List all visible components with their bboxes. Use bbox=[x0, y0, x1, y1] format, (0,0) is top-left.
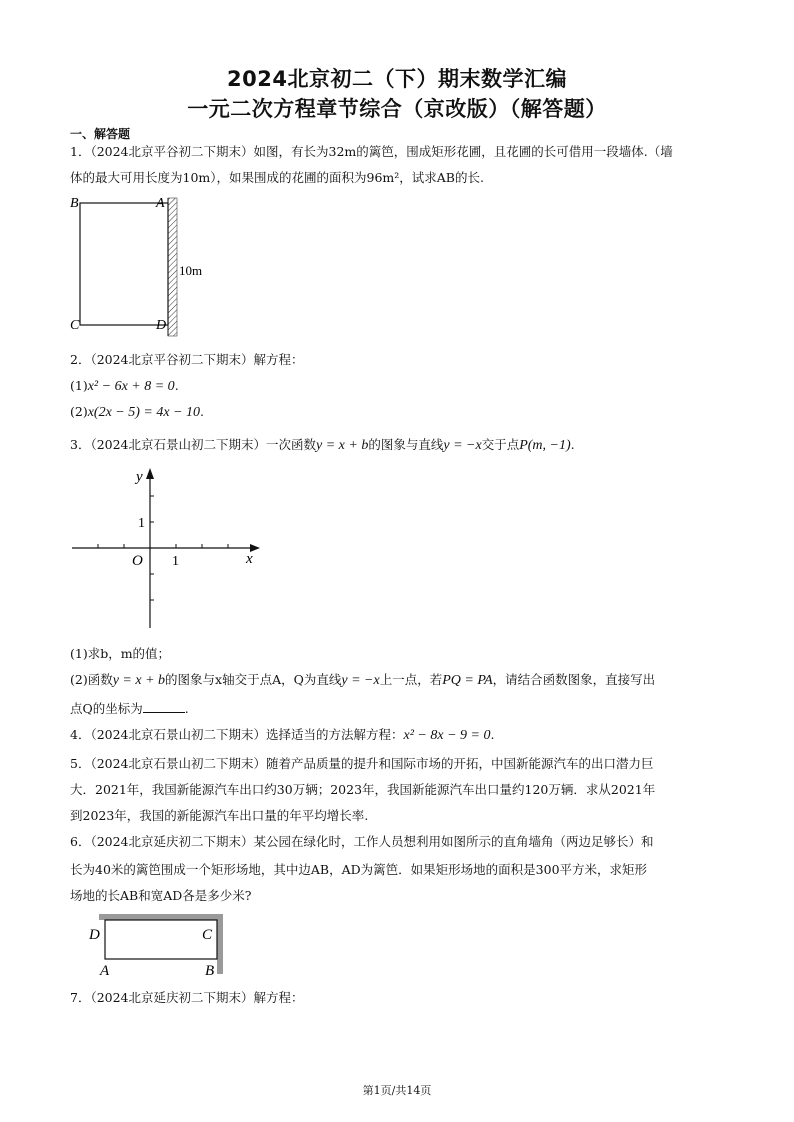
q1-line1: 1．（2024北京平谷初二下期末）如图，有长为32m的篱笆，围成矩形花圃，且花圃的长可借用一段墙体.（墙 bbox=[70, 144, 673, 159]
q7-stem: 7．（2024北京延庆初二下期末）解方程： bbox=[70, 990, 304, 1005]
q1-wall-label: 10m bbox=[179, 263, 203, 278]
q3-part1: (1)求b，m的值； bbox=[70, 646, 171, 661]
q3-stem: 3．（2024北京石景山初二下期末）一次函数y = x + b的图象与直线y = −x交于点P(m, −1). bbox=[70, 437, 575, 453]
q5-line3: 到2023年，我国的新能源汽车出口量的年平均增长率. bbox=[70, 808, 369, 823]
q2-stem: 2．（2024北京平谷初二下期末）解方程： bbox=[70, 352, 304, 367]
q1-label-A: A bbox=[156, 196, 165, 211]
q6-line3: 场地的长AB和宽AD各是多少米? bbox=[70, 888, 252, 903]
q3-func1: y = x + b bbox=[316, 438, 369, 453]
section-heading: 一、解答题 bbox=[70, 127, 131, 141]
q6-figure bbox=[86, 914, 236, 980]
q3-y-arrow bbox=[146, 468, 154, 479]
page-number: 第1页/共14页 bbox=[362, 1084, 432, 1097]
q3-label-x: x bbox=[246, 551, 253, 567]
q2-part2-num: (2) bbox=[70, 404, 88, 419]
q6-rect bbox=[105, 920, 217, 959]
q5-line2: 大．2021年，我国新能源汽车出口约30万辆；2023年，我国新能源汽车出口量约120万辆．求从2021年 bbox=[70, 782, 656, 797]
q6-line1: 6．（2024北京延庆初二下期末）某公园在绿化时，工作人员想利用如图所示的直角墙角（两边足够长）和 bbox=[70, 834, 654, 849]
q2-part1-eq: x² − 6x + 8 = 0 bbox=[87, 379, 175, 394]
q3-axes-figure bbox=[70, 463, 270, 638]
q3-label-one-y: 1 bbox=[138, 516, 145, 531]
q1-wall bbox=[168, 198, 177, 336]
q1-figure bbox=[70, 190, 220, 345]
page-title: 2024北京初二（下）期末数学汇编 bbox=[227, 67, 567, 91]
q1-rect bbox=[80, 203, 168, 325]
q6-label-A: A bbox=[100, 963, 110, 979]
q1-line2: 体的最大可用长度为10m），如果围成的花圃的面积为96m²，试求AB的长. bbox=[70, 170, 484, 185]
q3-label-one-x: 1 bbox=[172, 554, 179, 569]
q4-stem: 4．（2024北京石景山初二下期末）选择适当的方法解方程：x² − 8x − 9 = 0. bbox=[70, 727, 495, 743]
answer-blank[interactable] bbox=[143, 700, 185, 713]
q2-part1: (1)x² − 6x + 8 = 0. bbox=[70, 378, 179, 394]
q3-func2: y = −x bbox=[443, 438, 482, 453]
q2-part2-eq: x(2x − 5) = 4x − 10 bbox=[87, 405, 201, 420]
q6-label-D: D bbox=[89, 927, 100, 943]
q1-label-B: B bbox=[70, 196, 79, 211]
q5-line1: 5．（2024北京石景山初二下期末）随着产品质量的提升和国际市场的开拓，中国新能源汽车的出口潜力巨 bbox=[70, 756, 654, 771]
q6-label-B: B bbox=[205, 963, 215, 979]
q2-part1-num: (1) bbox=[70, 378, 88, 393]
q6-label-C: C bbox=[202, 927, 213, 943]
q2-part2: (2)x(2x − 5) = 4x − 10. bbox=[70, 404, 205, 420]
q1-label-C: C bbox=[70, 318, 80, 333]
q3-label-origin: O bbox=[132, 553, 143, 569]
q3-part2: (2)函数y = x + b的图象与x轴交于点A，Q为直线y = −x上一点，若PQ = PA，请结合函数图象，直接写出 bbox=[70, 672, 656, 688]
q4-eq: x² − 8x − 9 = 0 bbox=[403, 728, 491, 743]
q6-wall-right bbox=[217, 914, 223, 974]
page-subtitle: 一元二次方程章节综合（京改版）（解答题） bbox=[187, 97, 607, 121]
q3-point: P(m, −1) bbox=[519, 438, 571, 453]
q1-label-D: D bbox=[156, 318, 167, 333]
q3-part2-line2: 点Q的坐标为 . bbox=[70, 701, 189, 716]
q6-wall-top bbox=[99, 914, 223, 920]
q3-label-y: y bbox=[136, 469, 143, 485]
q6-line2: 长为40米的篱笆围成一个矩形场地，其中边AB，AD为篱笆．如果矩形场地的面积是300平方米，求矩形 bbox=[70, 862, 648, 877]
